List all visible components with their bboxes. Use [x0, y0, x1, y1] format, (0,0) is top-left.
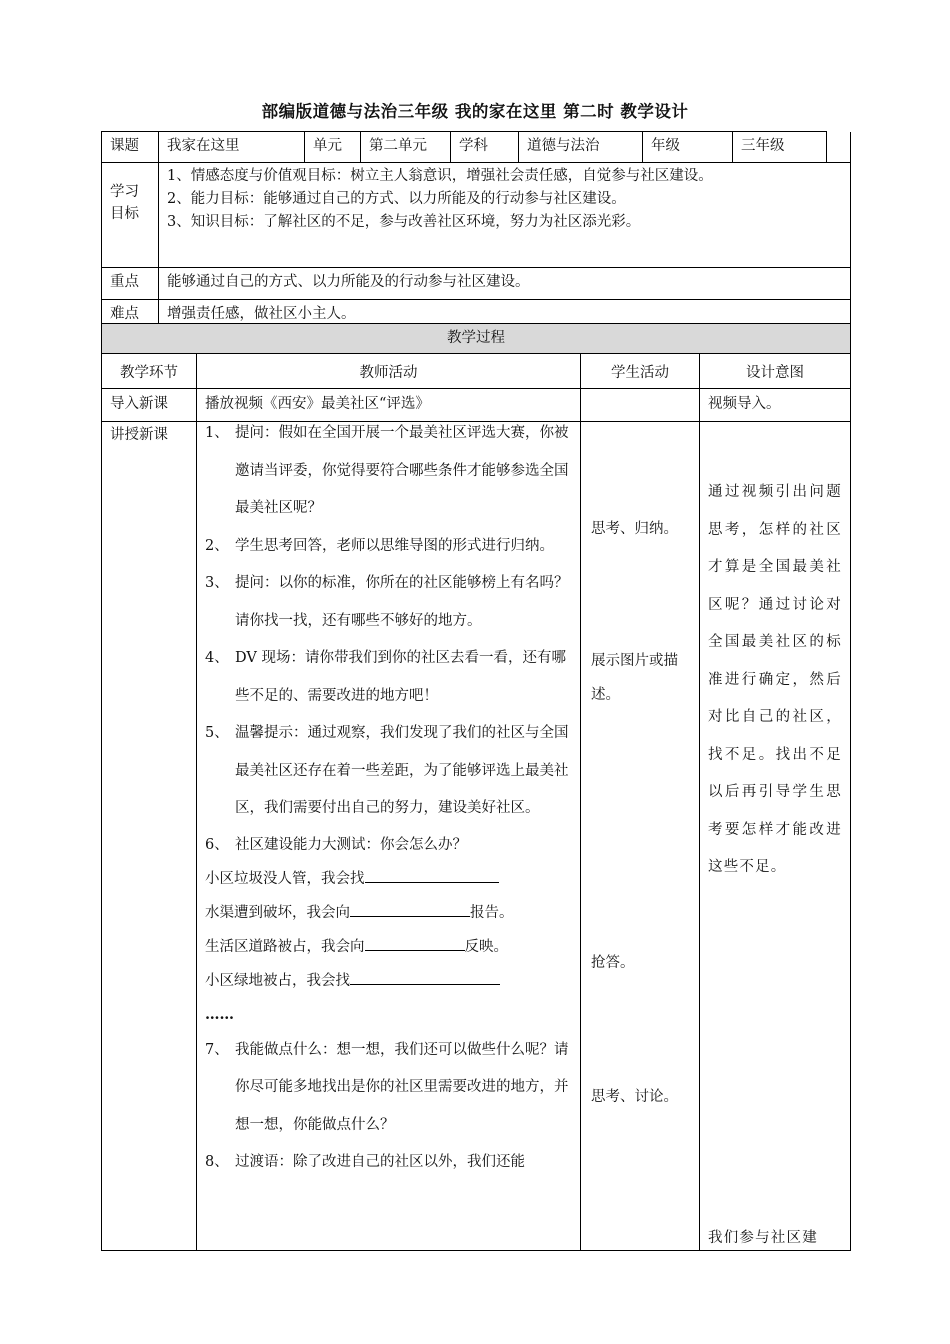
unit-value: 第二单元 [361, 132, 451, 163]
lesson-student [581, 422, 700, 1251]
teaching-process-table [101, 323, 851, 1251]
student-activity-4: 思考、讨论。 [591, 1089, 678, 1105]
step-item: 8、 过渡语：除了改进自己的社区以外，我们还能 [205, 1154, 525, 1170]
step-item: 6、 社区建设能力大测试：你会怎么办？ [205, 836, 467, 853]
difficulty-label: 难点 [102, 300, 159, 332]
goals-label: 学习目标 [102, 163, 159, 268]
intent-text: 通过视频引出问题思考，怎样的社区才算是全国最美社区呢？通过讨论对全国最美社区的标准进行确定，然后对比自己的社区，找不足。找出不足以后再引导学生思考要怎样才能改进这些不足。 [708, 484, 842, 875]
col-teacher: 教师活动 [197, 354, 581, 389]
student-activity-2: 展示图片或描述。 [591, 653, 678, 703]
blank-line [350, 902, 470, 917]
step-item: 5、 温馨提示：通过观察，我们发现了我们的社区与全国最美社区还存在着一些差距，为了能够评选上最美社区，我们需要付出自己的努力，建设美好社区。 [205, 725, 569, 816]
empty-cell [827, 132, 851, 163]
lesson-teacher [197, 422, 581, 1251]
step-item: 2、 学生思考回答，老师以思维导图的形式进行归纳。 [205, 537, 554, 554]
subject-label: 学科 [451, 132, 519, 163]
key-point-label: 重点 [102, 268, 159, 300]
step-item: 4、 DV 现场：请你带我们到你的社区去看一看，还有哪些不足的、需要改进的地方吧！ [205, 650, 566, 704]
difficulty-value: 增强责任感，做社区小主人。 [159, 300, 851, 332]
col-intent: 设计意图 [700, 354, 851, 389]
unit-label: 单元 [305, 132, 361, 163]
ellipsis: …… [205, 1005, 234, 1023]
student-activity-1: 思考、归纳。 [591, 521, 678, 537]
fill-in-1: 小区垃圾没人管，我会找 [205, 862, 572, 896]
document-title: 部编版道德与法治三年级 我的家在这里 第二时 教学设计 [261, 102, 689, 121]
fill-in-4: 小区绿地被占，我会找 [205, 964, 572, 998]
intent-text-tail: 我们参与社区建 [708, 1230, 818, 1246]
goal-1: 1、情感态度与价值观目标：树立主人翁意识，增强社会责任感，自觉参与社区建设。 [167, 168, 713, 184]
step-item: 7、 我能做点什么：想一想，我们还可以做些什么呢？请你尽可能多地找出是你的社区里需要改进的地方，并想一想，你能做点什么？ [205, 1041, 569, 1133]
col-student: 学生活动 [581, 354, 700, 389]
key-point-value: 能够通过自己的方式、以力所能及的行动参与社区建设。 [159, 268, 851, 300]
intro-teacher: 播放视频《西安》最美社区“评选》 [197, 389, 581, 422]
student-activity-3: 抢答。 [591, 955, 635, 971]
subject-value: 道德与法治 [519, 132, 643, 163]
step-item: 1、 提问：假如在全国开展一个最美社区评选大赛，你被邀请当评委，你觉得要符合哪些条件才能够参选全国最美社区呢？ [205, 425, 569, 516]
topic-label: 课题 [102, 132, 159, 163]
step-item: 3、 提问：以你的标准，你所在的社区能够榜上有名吗？请你找一找，还有哪些不够好的地方。 [205, 575, 569, 629]
goal-3: 3、知识目标：了解社区的不足，参与改善社区环境，努力为社区添光彩。 [167, 214, 641, 230]
blank-line [365, 936, 465, 951]
grade-label: 年级 [643, 132, 733, 163]
fill-in-3: 生活区道路被占，我会向 反映。 [205, 930, 572, 964]
fill-in-2: 水渠遭到破坏，我会向 报告。 [205, 896, 572, 930]
intro-student [581, 389, 700, 422]
lesson-intent [700, 422, 851, 1251]
blank-line [365, 868, 499, 883]
lesson-info-table [101, 131, 851, 332]
goals-cell [159, 163, 851, 268]
lesson-stage: 讲授新课 [102, 422, 197, 1251]
topic-value: 我家在这里 [159, 132, 305, 163]
col-stage: 教学环节 [102, 354, 197, 389]
blank-line [350, 970, 500, 985]
grade-value: 三年级 [733, 132, 827, 163]
goal-2: 2、能力目标：能够通过自己的方式、以力所能及的行动参与社区建设。 [167, 191, 626, 207]
process-title: 教学过程 [102, 324, 851, 354]
intro-intent: 视频导入。 [700, 389, 851, 422]
intro-stage: 导入新课 [102, 389, 197, 422]
